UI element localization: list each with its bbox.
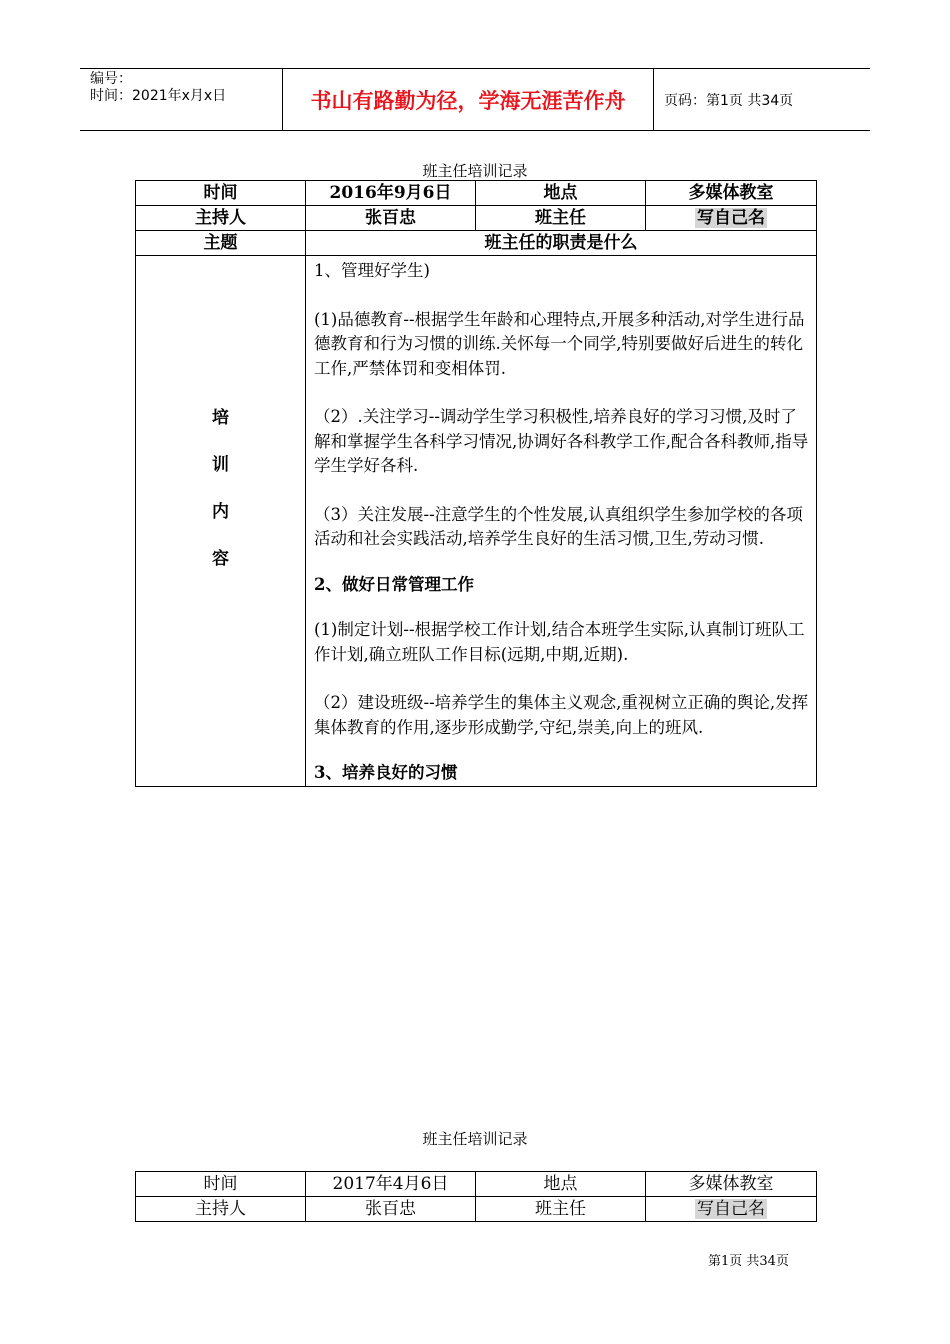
content-heading: 2、做好日常管理工作 xyxy=(314,574,474,594)
role-value: 写自己名 xyxy=(697,208,765,228)
page-footer: 第1页 共34页 xyxy=(708,1254,789,1269)
training-record-table xyxy=(135,180,817,787)
place-label: 地点 xyxy=(476,1172,646,1197)
training-record-table xyxy=(135,1171,817,1222)
header-motto: 书山有路勤为径，学海无涯苦作舟 xyxy=(282,69,654,130)
topic-value: 班主任的职责是什么 xyxy=(306,231,817,256)
time-value: 2017年4月6日 xyxy=(306,1172,476,1197)
content-label-char: 内 xyxy=(212,502,229,522)
content-label-char: 容 xyxy=(212,549,229,569)
host-value: 张百忠 xyxy=(306,206,476,231)
header-page-number: 页码：第1页 共34页 xyxy=(664,92,794,109)
page-header xyxy=(80,68,870,131)
place-value: 多媒体教室 xyxy=(646,181,817,206)
document-number: 编号： xyxy=(90,71,132,87)
header-meta xyxy=(80,69,282,130)
record-title: 班主任培训记录 xyxy=(422,1130,528,1148)
content-paragraph: （2）建设班级--培养学生的集体主义观念,重视树立正确的舆论,发挥集体教育的作用,逐步形成勤学,守纪,崇美,向上的班风. xyxy=(314,693,809,737)
role-value-cell xyxy=(646,1197,817,1222)
host-label: 主持人 xyxy=(136,1197,306,1222)
table-row xyxy=(136,1197,817,1222)
training-content xyxy=(306,256,817,787)
time-label: 时间 xyxy=(136,1172,306,1197)
content-label-char: 训 xyxy=(212,455,229,475)
content-heading: 3、培养良好的习惯 xyxy=(314,763,458,782)
content-paragraph: (1)制定计划--根据学校工作计划,结合本班学生实际,认真制订班队工作计划,确立班队工作目标(远期,中期,近期). xyxy=(314,620,805,664)
table-row xyxy=(136,206,817,231)
time-value: 2016年9月6日 xyxy=(306,181,476,206)
record-title: 班主任培训记录 xyxy=(422,162,528,180)
host-value: 张百忠 xyxy=(306,1197,476,1222)
place-label: 地点 xyxy=(476,181,646,206)
content-paragraph: （2）.关注学习--调动学生学习积极性,培养良好的学习习惯,及时了解和掌握学生各科学习情况,协调好各科教学工作,配合各科教师,指导学生学好各科. xyxy=(314,407,809,475)
document-date: 时间：2021年x月x日 xyxy=(90,88,227,104)
topic-label: 主题 xyxy=(136,231,306,256)
role-value: 写自己名 xyxy=(697,1199,765,1219)
role-label: 班主任 xyxy=(476,206,646,231)
place-value: 多媒体教室 xyxy=(646,1172,817,1197)
table-row xyxy=(136,181,817,206)
content-paragraph: 1、管理好学生) xyxy=(314,261,430,280)
content-label-cell xyxy=(136,256,306,787)
host-label: 主持人 xyxy=(136,206,306,231)
table-row xyxy=(136,231,817,256)
time-label: 时间 xyxy=(136,181,306,206)
content-label-char: 培 xyxy=(212,408,229,428)
content-paragraph: （3）关注发展--注意学生的个性发展,认真组织学生参加学校的各项活动和社会实践活动,培养学生良好的生活习惯,卫生,劳动习惯. xyxy=(314,504,803,548)
role-label: 班主任 xyxy=(476,1197,646,1222)
role-value-cell xyxy=(646,206,817,231)
table-row xyxy=(136,256,817,787)
content-paragraph: (1)品德教育--根据学生年龄和心理特点,开展多种活动,对学生进行品德教育和行为习惯的训练.关怀每一个同学,特别要做好后进生的转化工作,严禁体罚和变相体罚. xyxy=(314,309,805,378)
table-row xyxy=(136,1172,817,1197)
